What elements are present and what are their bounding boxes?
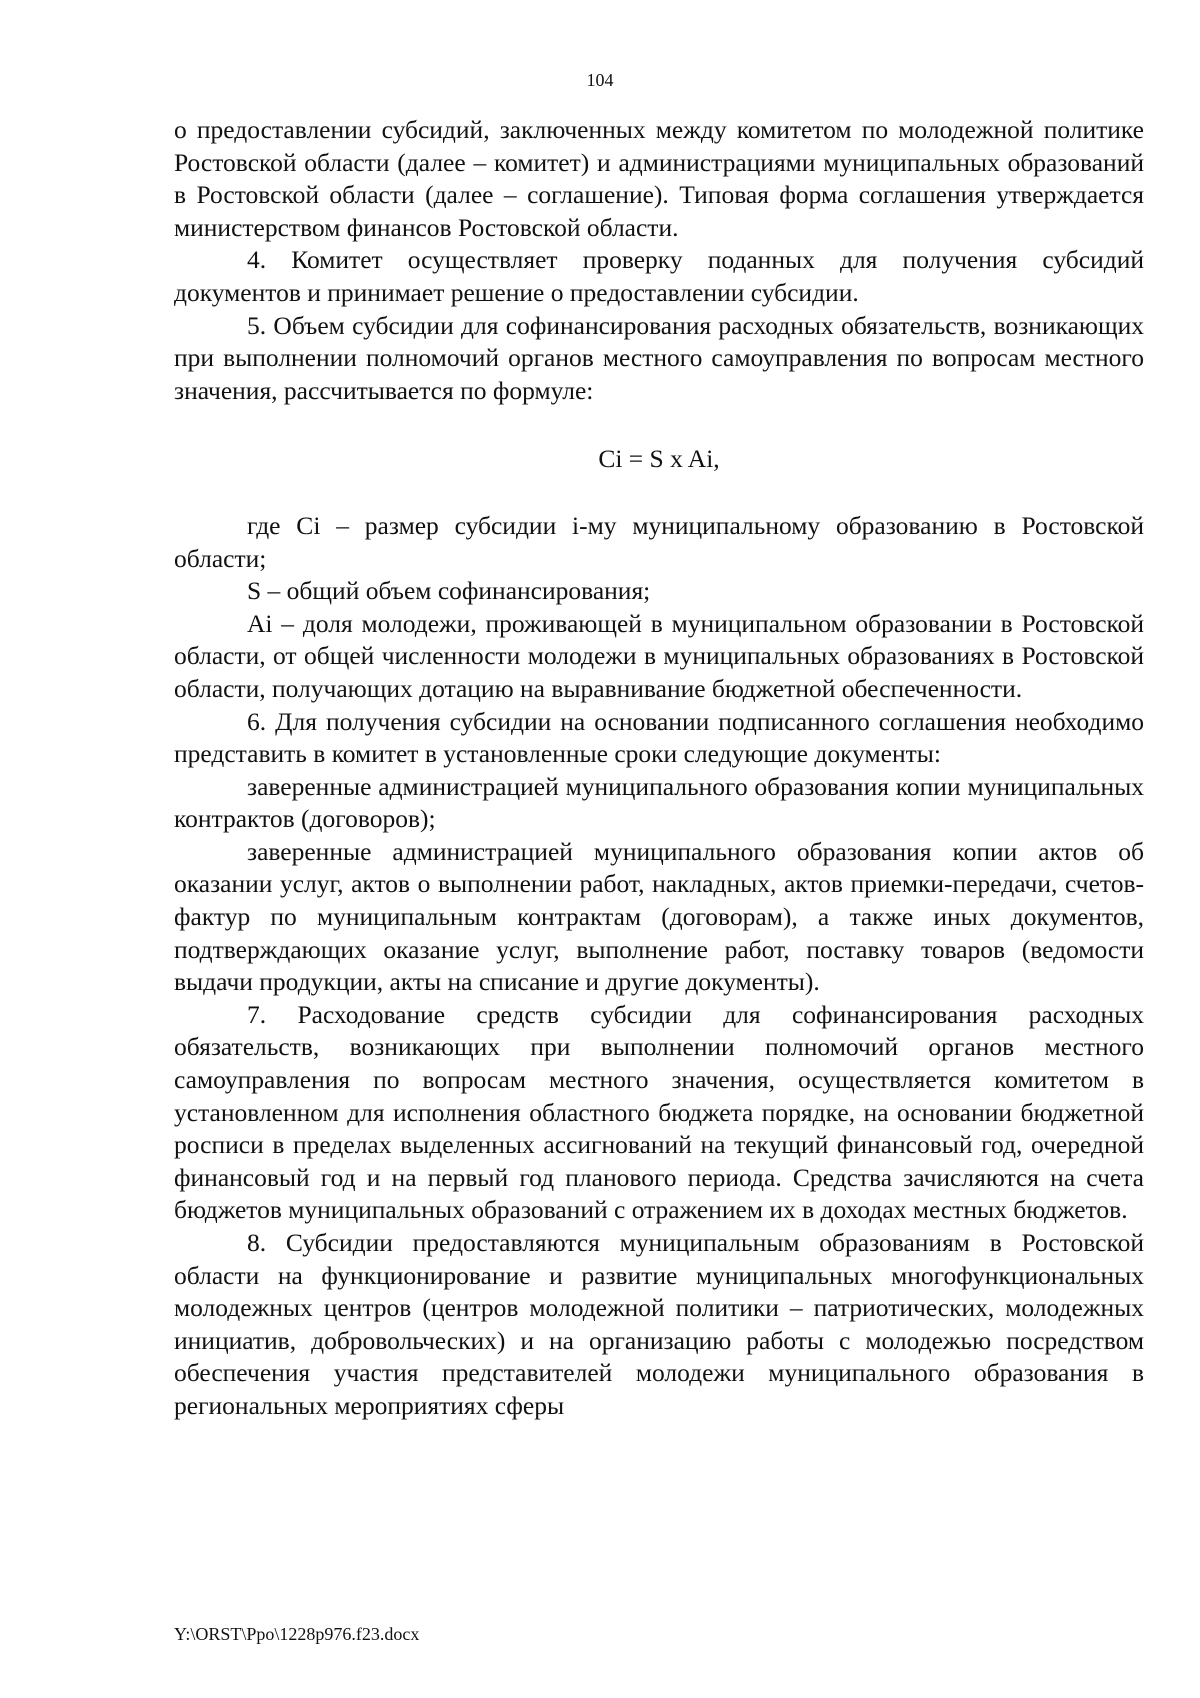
document-list-contracts: заверенные администрацией муниципального образования копии муниципальных контрактов (договоров);: [174, 771, 1144, 834]
paragraph-item-5: 5. Объем субсидии для софинансирования расходных обязательств, возникающих при выполнении полномочий органов местного самоуправления по вопросам местного значения, рассчитывается по формуле:: [174, 310, 1144, 405]
paragraph-item-7: 7. Расходование средств субсидии для софинансирования расходных обязательств, возникающих при выполнении полномочий органов местного самоуправления по вопросам местного значения, осуществляется комитетом в установленном для исполнения областного бюджета порядке, на основании бюджетной росписи в пределах выделенных ассигнований на текущий финансовый год, очередной финансовый год и на первый год планового периода. Средства зачисляются на счета бюджетов муниципальных образований с отражением их в доходах местных бюджетов.: [174, 999, 1144, 1225]
formula-definition-ci: где Ci – размер субсидии i-му муниципальному образованию в Ростовской области;: [174, 510, 1144, 573]
paragraph-continuation: о предоставлении субсидий, заключенных между комитетом по молодежной политике Ростовской области (далее – комитет) и администрациями муниципальных образований в Ростовской области (далее – соглашение). Типовая форма соглашения утверждается министерством финансов Ростовской области.: [174, 115, 1144, 242]
formula-definition-ai: Ai – доля молодежи, проживающей в муниципальном образовании в Ростовской области, от общей численности молодежи в муниципальных образованиях в Ростовской области, получающих дотацию на выравнивание бюджетной обеспеченности.: [174, 608, 1144, 703]
page-number: 104: [586, 70, 614, 90]
paragraph-item-4: 4. Комитет осуществляет проверку поданных для получения субсидий документов и принимает решение о предоставлении субсидии.: [174, 245, 1144, 307]
formula: Ci = S x Ai,: [598, 444, 720, 474]
document-list-acts: заверенные администрацией муниципального образования копии актов об оказании услуг, актов о выполнении работ, накладных, актов приемки-передачи, счетов-фактур по муниципальным контрактам (договорам), а также иных документов, подтверждающих оказание услуг, выполнение работ, поставку товаров (ведомости выдачи продукции, акты на списание и другие документы).: [174, 836, 1144, 997]
document-body: [174, 114, 1144, 1423]
file-path-footer: Y:\ORST\Ppo\1228p976.f23.docx: [174, 1624, 420, 1644]
formula-definition-s: S – общий объем софинансирования;: [247, 576, 651, 606]
paragraph-item-8: 8. Субсидии предоставляются муниципальным образованиям в Ростовской области на функционирование и развитие муниципальных многофункциональных молодежных центров (центров молодежной политики – патриотических, молодежных инициатив, добровольческих) и на организацию работы с молодежью посредством обеспечения участия представителей молодежи муниципального образования в региональных мероприятиях сферы: [174, 1228, 1144, 1420]
paragraph-item-6: 6. Для получения субсидии на основании подписанного соглашения необходимо представить в комитет в установленные сроки следующие документы:: [174, 706, 1144, 769]
